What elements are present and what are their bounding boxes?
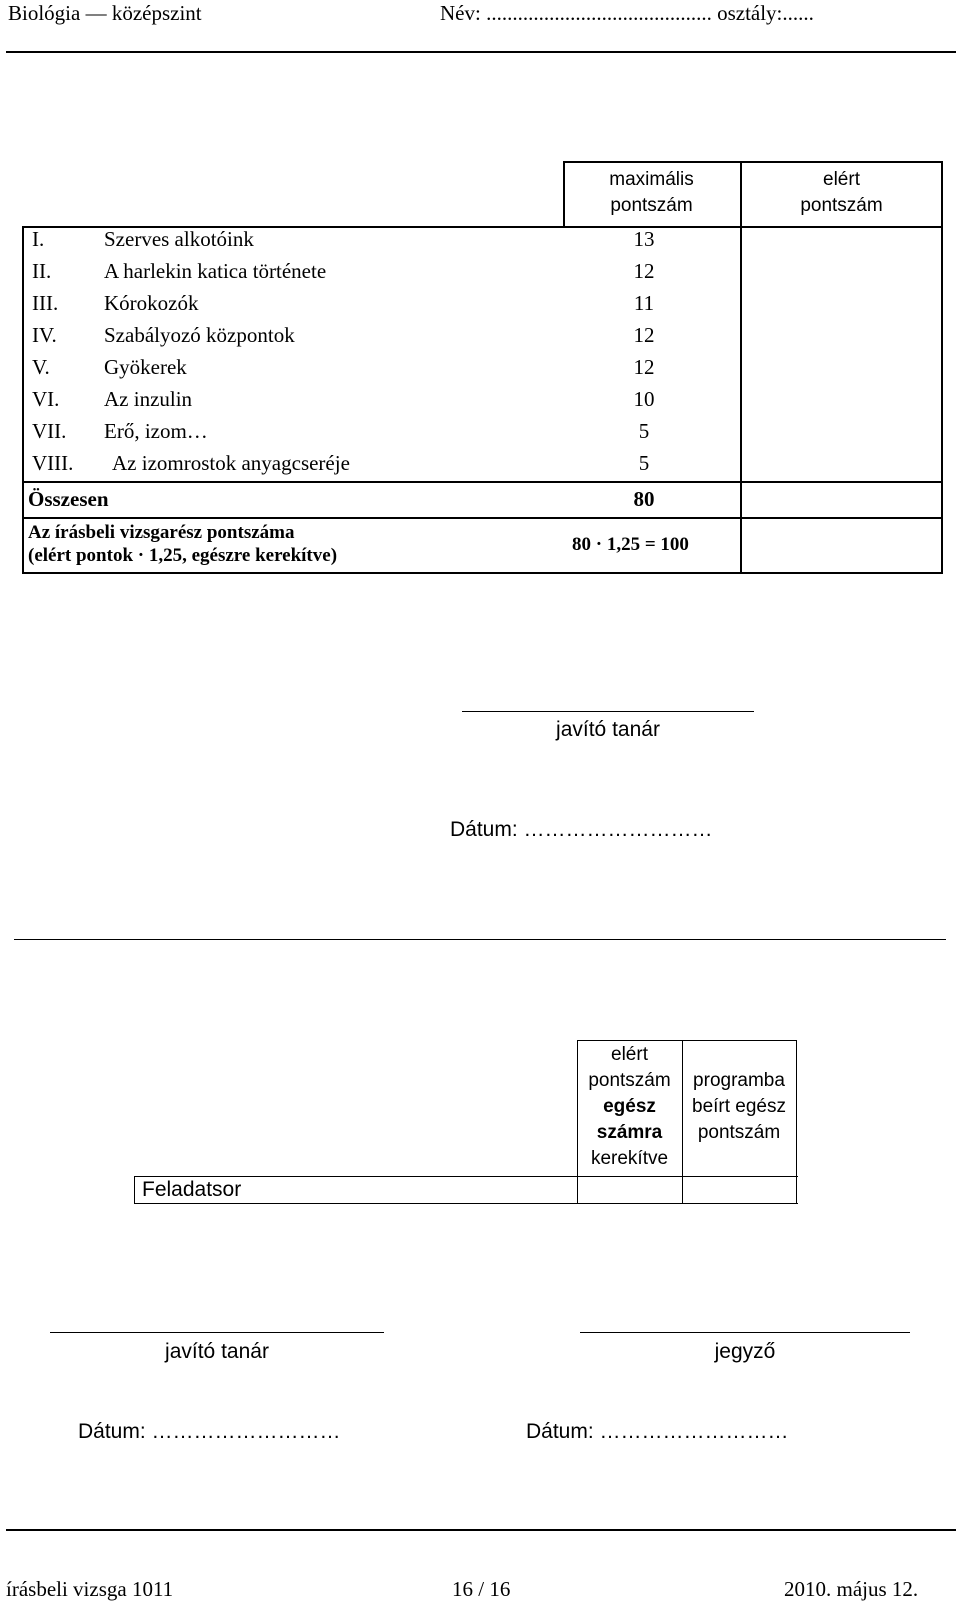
registrar-label: jegyző <box>714 1340 776 1363</box>
rounded-score-header-line-4: számra <box>596 1122 663 1143</box>
date-field-left: Dátum: ……………………… <box>78 1420 341 1443</box>
max-points-header-line-1: maximális <box>609 169 694 190</box>
date-field-right: Dátum: ……………………… <box>526 1420 789 1443</box>
signature-line-registrar <box>580 1332 910 1333</box>
task-title: Az izomrostok anyagcseréje <box>112 451 350 475</box>
task-number: II. <box>32 259 52 283</box>
footer-page-number: 16 / 16 <box>452 1577 511 1601</box>
task-number: VIII. <box>32 451 74 475</box>
written-score-label-1: Az írásbeli vizsgarész pontszáma <box>28 522 295 543</box>
task-max-points: 5 <box>638 451 650 475</box>
rounded-score-header-line-1: elért <box>611 1044 648 1065</box>
task-max-points: 10 <box>633 387 655 411</box>
total-value: 80 <box>633 487 655 511</box>
task-number: VI. <box>32 387 60 411</box>
teacher-label: javító tanár <box>556 718 660 741</box>
task-number: I. <box>32 227 45 251</box>
footer-exam-label: írásbeli vizsga 1011 <box>6 1577 174 1601</box>
task-max-points: 11 <box>633 291 655 315</box>
task-max-points: 12 <box>633 323 655 347</box>
achieved-points-header-line-2: pontszám <box>800 195 883 216</box>
written-score-value: 80 · 1,25 = 100 <box>572 534 689 555</box>
name-class-field: Név: ........................................... osztály:...... <box>440 1 814 25</box>
task-number: III. <box>32 291 59 315</box>
task-title: Szabályozó központok <box>104 323 295 347</box>
footer-date: 2010. május 12. <box>784 1577 919 1601</box>
teacher-label-2: javító tanár <box>165 1340 269 1363</box>
footer-rule <box>6 1529 956 1531</box>
task-title: Kórokozók <box>104 291 199 315</box>
achieved-points-header-line-1: elért <box>823 169 860 190</box>
header-rule <box>6 51 956 53</box>
score-table <box>22 161 938 585</box>
entered-score-header <box>682 1068 796 1146</box>
task-title: A harlekin katica története <box>104 259 327 283</box>
written-score-label-2: (elért pontok · 1,25, egészre kerekítve) <box>28 545 338 566</box>
achieved-points-header <box>742 167 941 219</box>
max-points-header <box>563 167 740 219</box>
subject-title: Biológia — középszint <box>8 1 202 25</box>
total-label: Összesen <box>28 487 109 511</box>
task-max-points: 13 <box>633 227 655 251</box>
task-title: Erő, izom… <box>104 419 208 443</box>
rounded-score-header-line-3: egész <box>603 1096 656 1117</box>
task-sheet-table <box>134 1040 798 1204</box>
rounded-score-header-line-5: kerekítve <box>590 1148 669 1169</box>
signature-line-teacher <box>462 711 754 712</box>
date-field: Dátum: ……………………… <box>450 818 713 841</box>
entered-score-header-line-3: pontszám <box>697 1122 781 1143</box>
entered-score-header-line-1: programba <box>693 1070 785 1091</box>
rounded-score-header <box>577 1042 682 1172</box>
max-points-header-line-2: pontszám <box>610 195 693 216</box>
task-number: V. <box>32 355 50 379</box>
entered-score-header-line-2: beírt egész <box>692 1096 786 1117</box>
task-sheet-label: Feladatsor <box>142 1178 242 1201</box>
task-number: IV. <box>32 323 57 347</box>
task-number: VII. <box>32 419 67 443</box>
rounded-score-header-line-2: pontszám <box>588 1070 671 1091</box>
task-max-points: 12 <box>633 355 655 379</box>
task-max-points: 5 <box>638 419 650 443</box>
task-title: Az inzulin <box>104 387 193 411</box>
section-divider <box>14 939 946 940</box>
signature-line-teacher-2 <box>50 1332 384 1333</box>
task-max-points: 12 <box>633 259 655 283</box>
task-title: Gyökerek <box>104 355 187 379</box>
task-title: Szerves alkotóink <box>104 227 254 251</box>
